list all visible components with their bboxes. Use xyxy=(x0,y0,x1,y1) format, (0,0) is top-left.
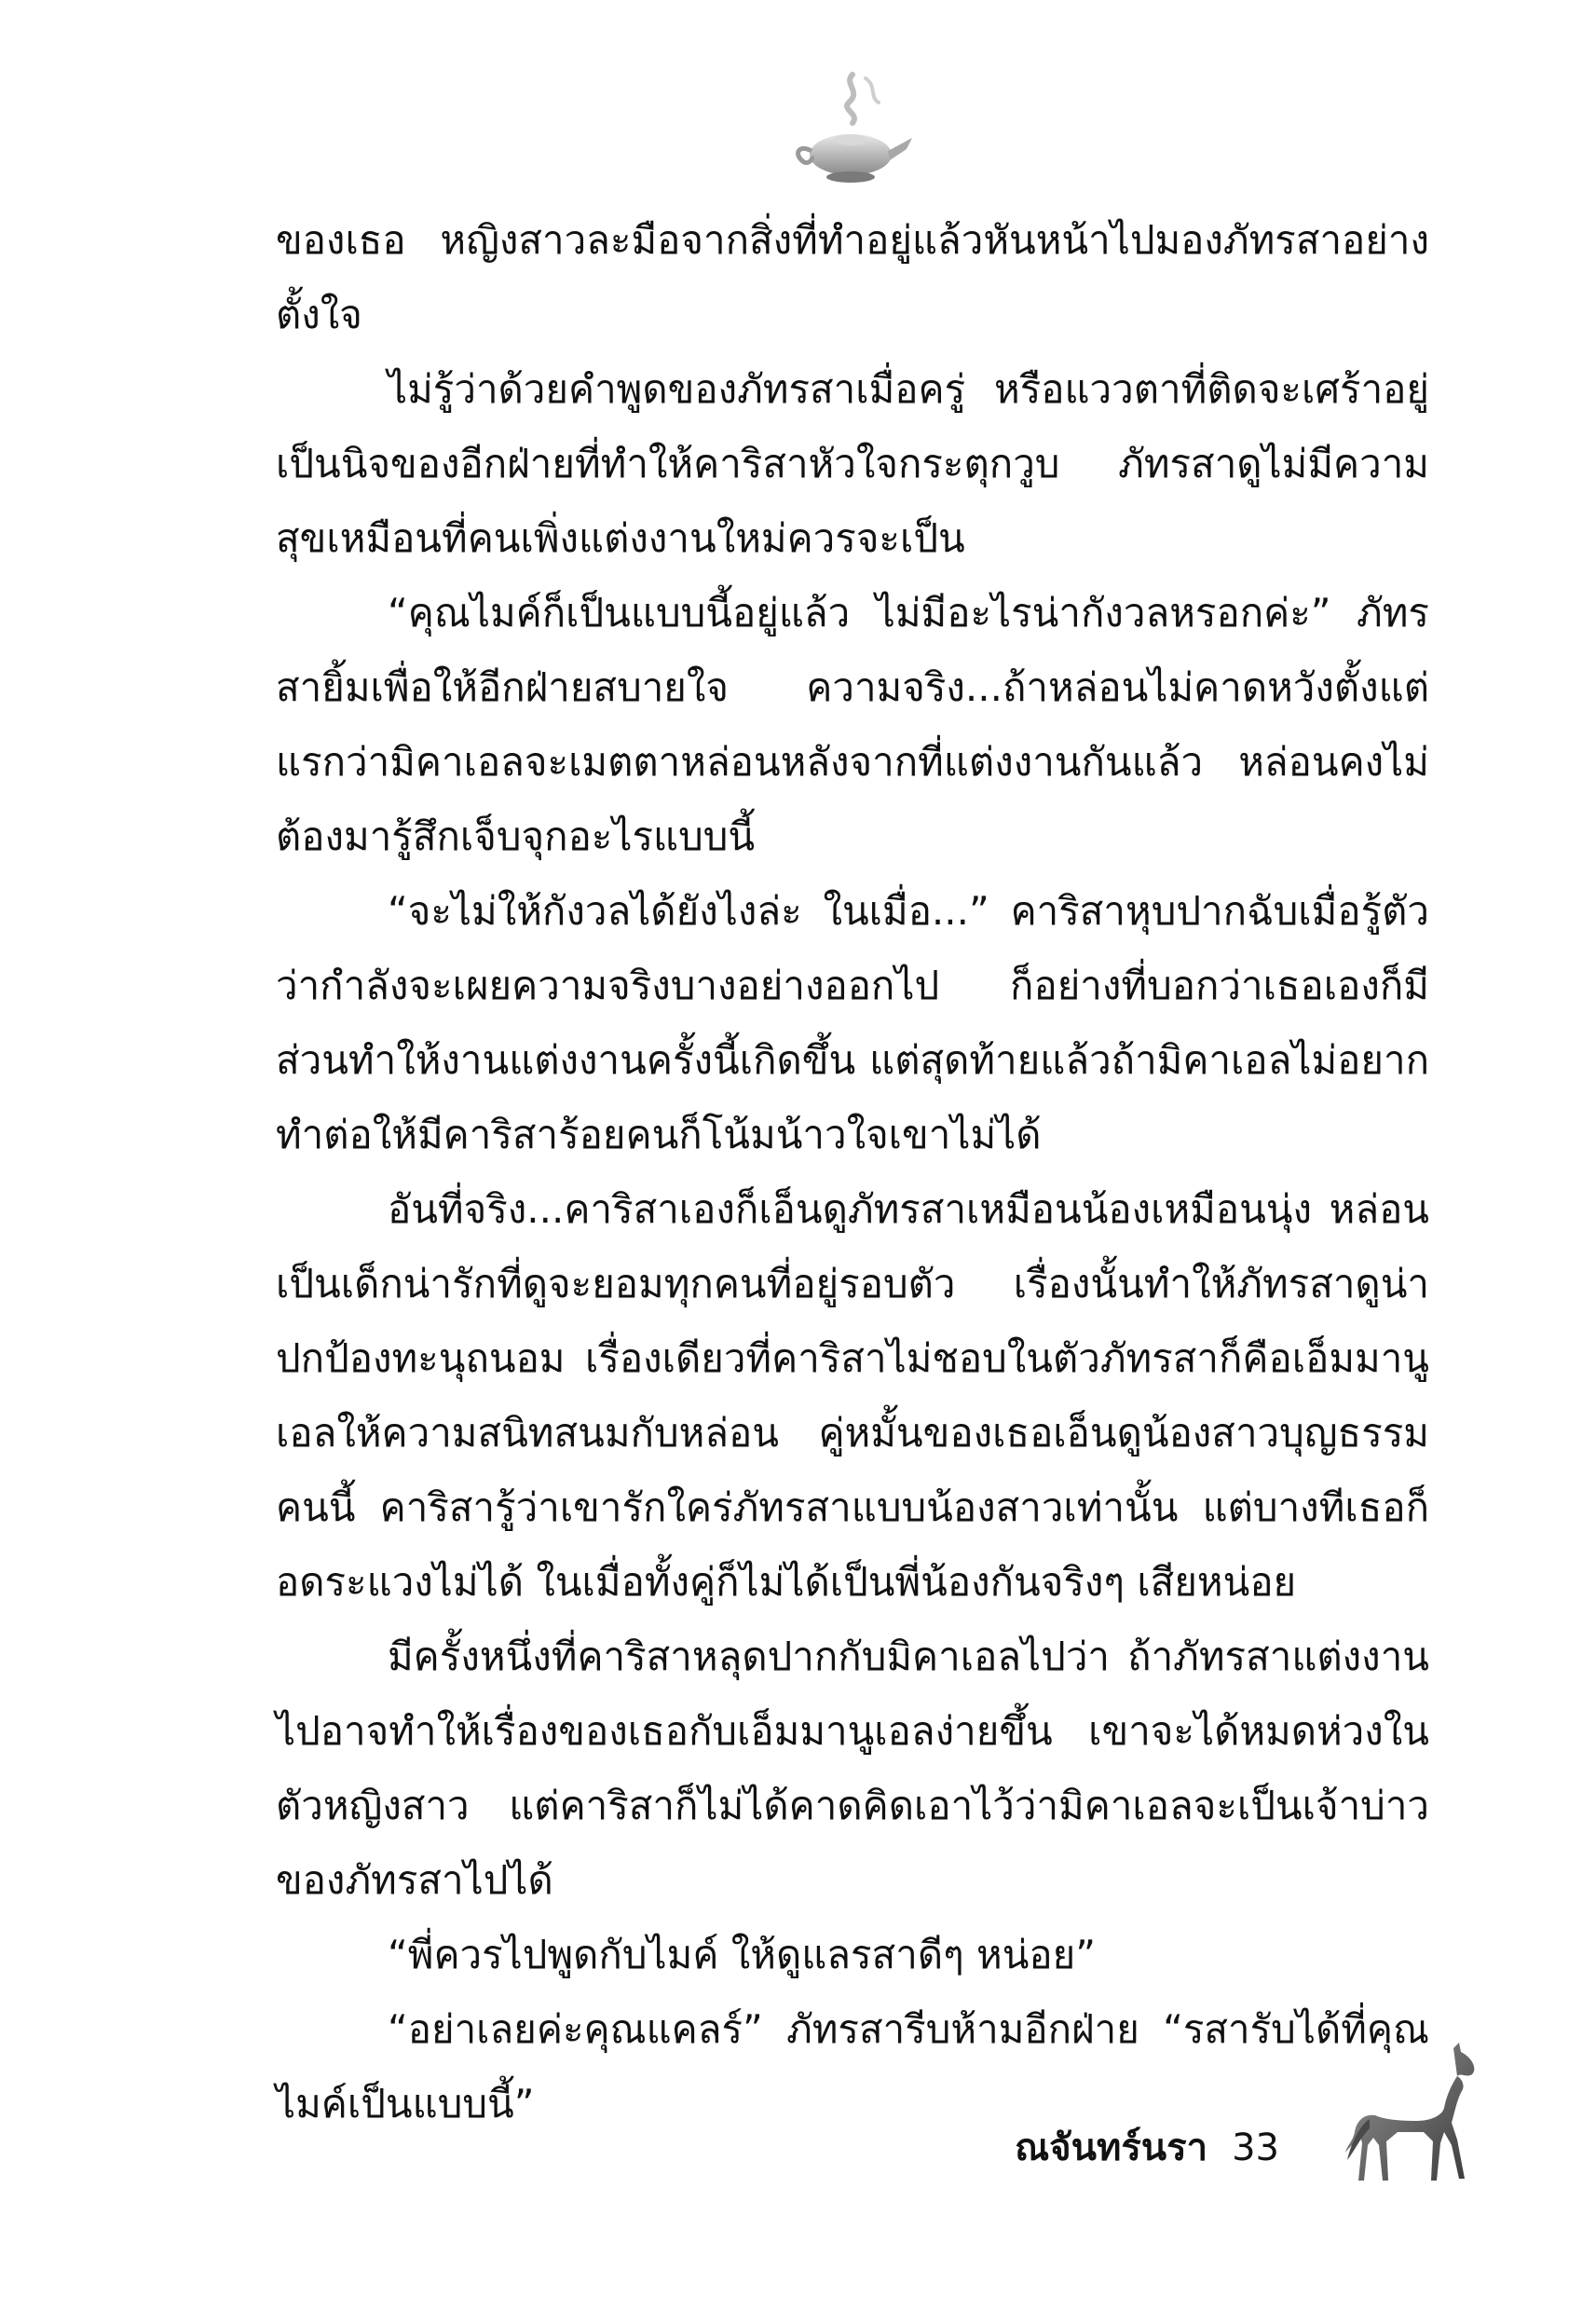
paragraph-8: “อย่าเลยค่ะคุณแคลร์” ภัทรสารีบห้ามอีกฝ่าย “รสารับได้ที่คุณไมค์เป็นแบบนี้” xyxy=(276,2006,1429,2126)
genie-lamp-icon xyxy=(787,65,918,196)
body-text xyxy=(276,203,1429,2141)
horse-icon xyxy=(1342,2041,1491,2199)
paragraph-3: “คุณไมค์ก็เป็นแบบนี้อยู่แล้ว ไม่มีอะไรน่ากังวลหรอกค่ะ” ภัทรสายิ้มเพื่อให้อีกฝ่ายสบายใจ ความจริง...ถ้าหล่อนไม่คาดหวังตั้งแต่แรกว่ามิคาเอลจะเมตตาหล่อนหลังจากที่แต่งงานกันแล้ว หล่อนคงไม่ต้องมารู้สึกเจ็บจุกอะไรแบบนี้ xyxy=(276,590,1429,859)
paragraph-7: “พี่ควรไปพูดกับไมค์ ให้ดูแลรสาดีๆ หน่อย” xyxy=(388,1932,1096,1977)
paragraph-6: มีครั้งหนึ่งที่คาริสาหลุดปากกับมิคาเอลไปว่า ถ้าภัทรสาแต่งงานไปอาจทำให้เรื่องของเธอกับเอ็มมานูเอลง่ายขึ้น เขาจะได้หมดห่วงในตัวหญิงสาว แต่คาริสาก็ไม่ได้คาดคิดเอาไว้ว่ามิคาเอลจะเป็นเจ้าบ่าวของภัทรสาไปได้ xyxy=(276,1634,1429,1903)
page-footer xyxy=(1015,2120,1279,2176)
author-name: ณจันทร์นรา xyxy=(1015,2126,1208,2169)
paragraph-5: อันที่จริง...คาริสาเองก็เอ็นดูภัทรสาเหมือนน้องเหมือนนุ่ง หล่อนเป็นเด็กน่ารักที่ดูจะยอมทุกคนที่อยู่รอบตัว เรื่องนั้นทำให้ภัทรสาดูน่าปกป้องทะนุถนอม เรื่องเดียวที่คาริสาไม่ชอบในตัวภัทรสาก็คือเอ็มมานูเอลให้ความสนิทสนมกับหล่อน คู่หมั้นของเธอเอ็นดูน้องสาวบุญธรรมคนนี้ คาริสารู้ว่าเขารักใคร่ภัทรสาแบบน้องสาวเท่านั้น แต่บางทีเธอก็อดระแวงไม่ได้ ในเมื่อทั้งคู่ก็ไม่ได้เป็นพี่น้องกันจริงๆ เสียหน่อย xyxy=(276,1186,1429,1605)
page-number: 33 xyxy=(1232,2126,1279,2169)
paragraph-2: ไม่รู้ว่าด้วยคำพูดของภัทรสาเมื่อครู่ หรือแววตาที่ติดจะเศร้าอยู่เป็นนิจของอีกฝ่ายที่ทำให้คาริสาหัวใจกระตุกวูบ ภัทรสาดูไม่มีความสุขเหมือนที่คนเพิ่งแต่งงานใหม่ควรจะเป็น xyxy=(276,366,1429,561)
paragraph-4: “จะไม่ให้กังวลได้ยังไงล่ะ ในเมื่อ...” คาริสาหุบปากฉับเมื่อรู้ตัวว่ากำลังจะเผยความจริงบางอย่างออกไป ก็อย่างที่บอกว่าเธอเองก็มีส่วนทำให้งานแต่งงานครั้งนี้เกิดขึ้น แต่สุดท้ายแล้วถ้ามิคาเอลไม่อยากทำต่อให้มีคาริสาร้อยคนก็โน้มน้าวใจเขาไม่ได้ xyxy=(276,888,1429,1157)
paragraph-1: ของเธอ หญิงสาวละมือจากสิ่งที่ทำอยู่แล้วหันหน้าไปมองภัทรสาอย่างตั้งใจ xyxy=(276,217,1429,337)
